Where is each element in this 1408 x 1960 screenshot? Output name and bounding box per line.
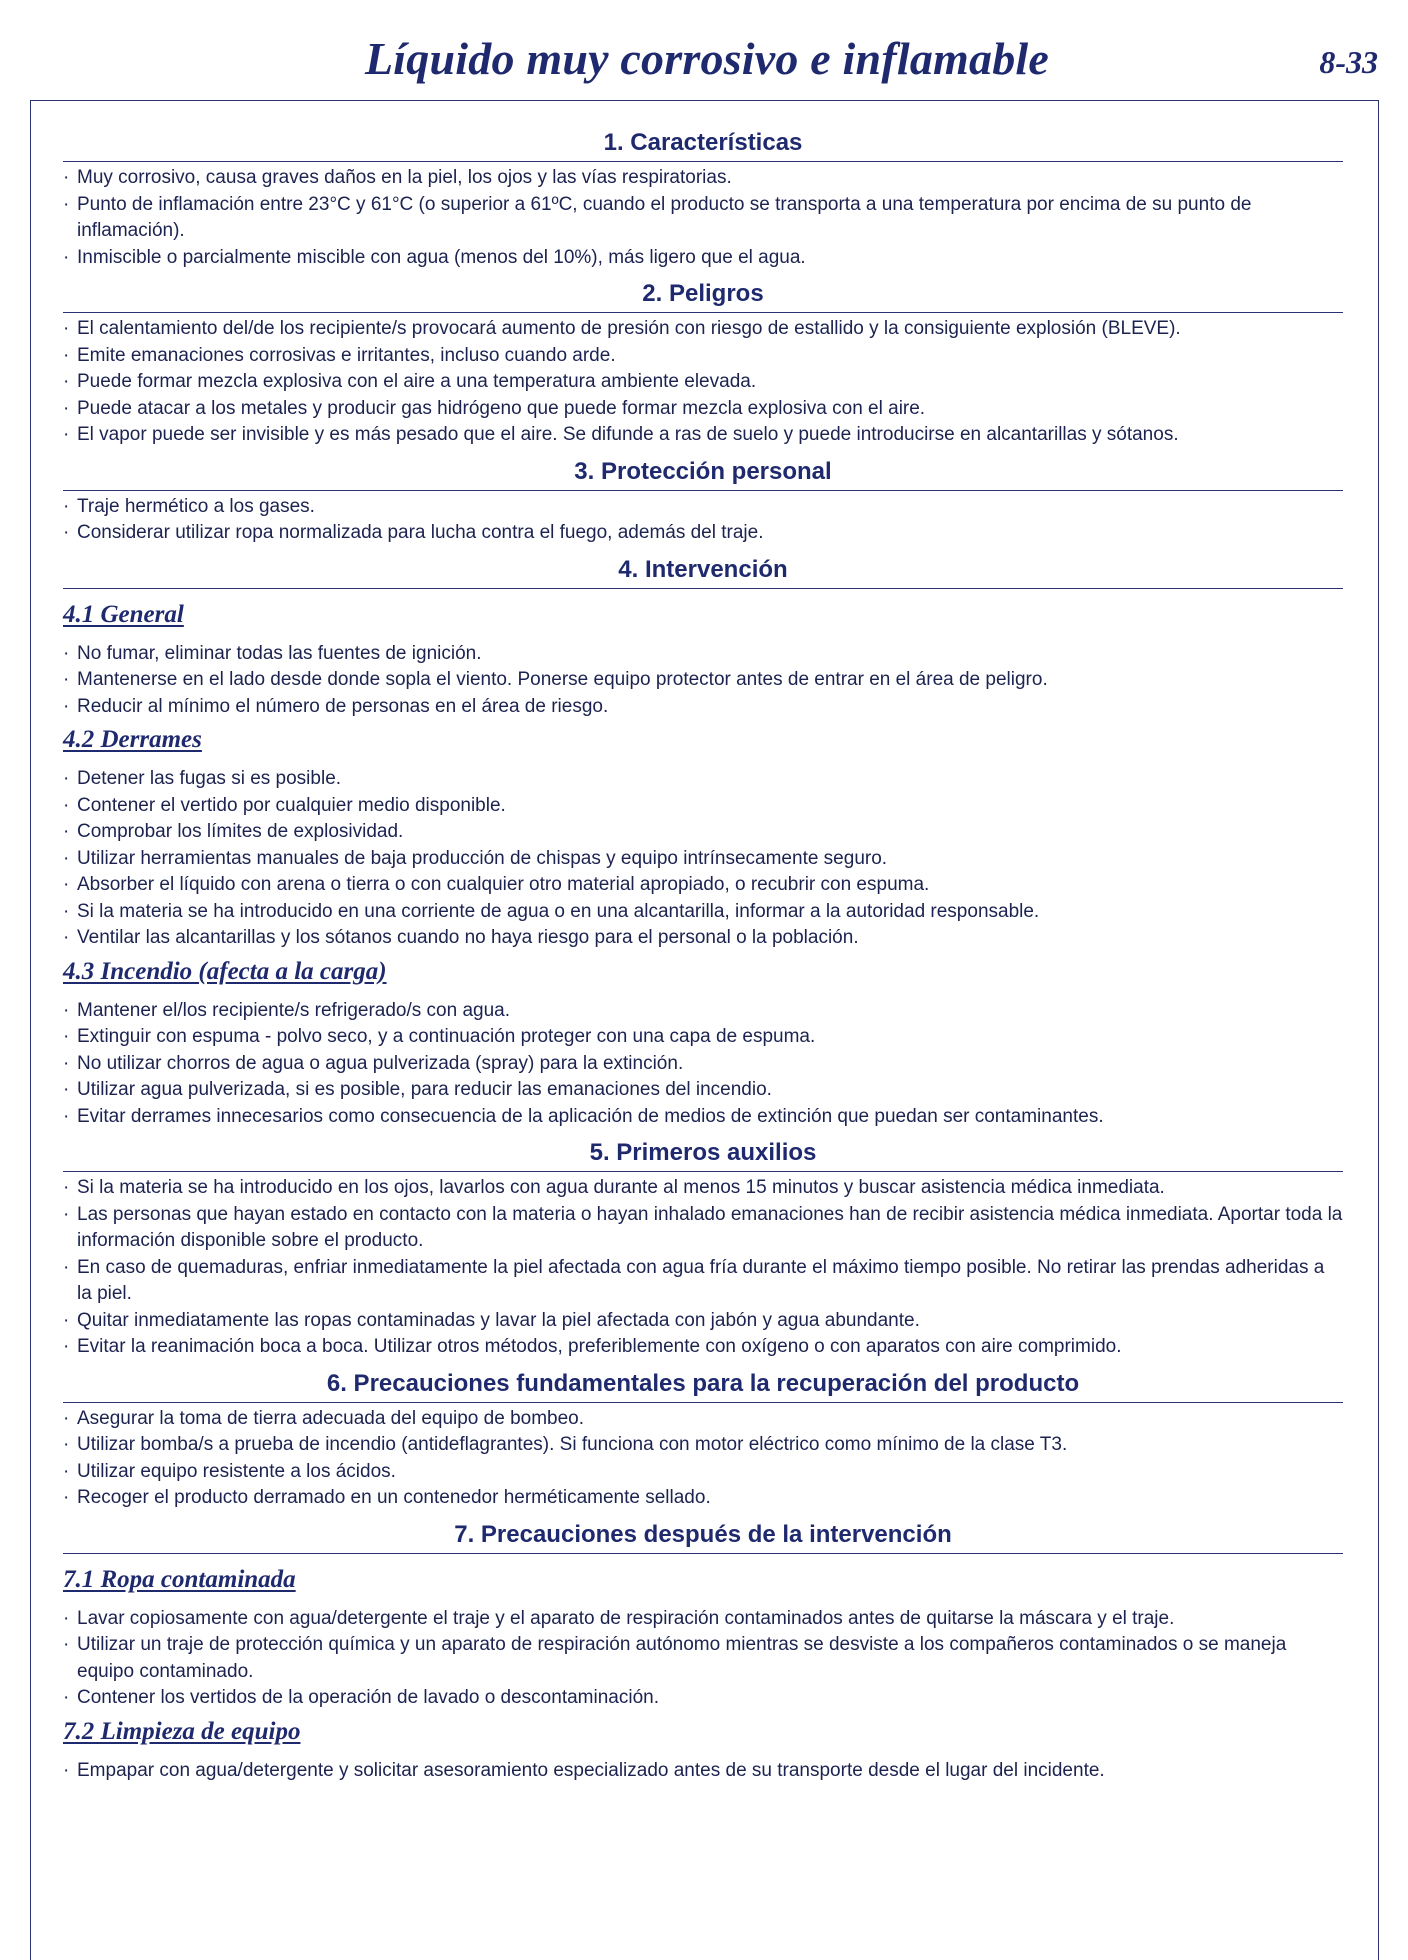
bullet-list [63,641,1343,721]
list-item-text: Traje hermético a los gases. [77,495,315,517]
list-item-text: Si la materia se ha introducido en los ojos, lavarlos con agua durante al menos 15 minutos y buscar asistencia médica inmediata. [77,1177,1165,1198]
list-item-text: Detener las fugas si es posible. [77,768,342,789]
bullet-dot: · [63,1052,70,1074]
subsection-heading: 4.3 Incendio (afecta a la carga) [63,957,387,985]
list-item [63,641,1343,668]
bullet-dot: · [63,371,70,392]
list-item [63,819,1343,846]
bullet-dot: · [63,1687,70,1708]
subsection-heading: 4.1 General [63,600,184,628]
list-item-text: Reducir al mínimo el número de personas en el área de riesgo. [77,695,609,717]
list-item-text: Mantener el/los recipiente/s refrigerado/s con agua. [77,999,511,1021]
bullet-dot: · [63,768,70,789]
bullet-dot: · [63,246,70,268]
list-item [63,1406,1343,1433]
document-body [63,128,1343,1784]
bullet-dot: · [63,1607,70,1629]
bullet-dot: · [63,847,70,869]
bullet-dot: · [63,193,70,215]
bullet-list [63,494,1343,547]
list-item-text: No fumar, eliminar todas las fuentes de ignición. [77,642,482,664]
list-item-text: Utilizar un traje de protección química y un aparato de respiración autónomo mientras se desviste a los compañeros contaminados o se maneja equipo contaminado. [77,1634,1287,1682]
list-item-text: Asegurar la toma de tierra adecuada del equipo de bombeo. [77,1407,585,1429]
list-item [63,793,1343,820]
bullet-dot: · [63,642,70,664]
list-item-text: Punto de inflamación entre 23°C y 61°C (o superior a 61ºC, cuando el producto se transporta a una temperatura por encima de su punto de inflamación). [77,193,1252,241]
section-divider [63,312,1343,313]
list-item-text: Absorber el líquido con arena o tierra o con cualquier otro material apropiado, o recubrir con espuma. [77,874,930,895]
bullet-dot: · [63,1105,70,1127]
bullet-list [63,1606,1343,1712]
list-item-text: Contener los vertidos de la operación de lavado o descontaminación. [77,1687,659,1708]
list-item-text: Utilizar equipo resistente a los ácidos. [77,1460,396,1482]
list-item [63,1175,1343,1202]
list-item-text: En caso de quemaduras, enfriar inmediatamente la piel afectada con agua fría durante el máximo tiempo posible. No retirar las prendas adheridas a la piel. [77,1256,1325,1304]
list-item [63,694,1343,721]
list-item [63,343,1343,370]
section-heading: 7. Precauciones después de la intervención [454,1520,952,1548]
list-item [63,1632,1343,1685]
list-item-text: Si la materia se ha introducido en una corriente de agua o en una alcantarilla, informar a la autoridad responsable. [77,900,1040,922]
list-item-text: El vapor puede ser invisible y es más pesado que el aire. Se difunde a ras de suelo y puede introducirse en alcantarillas y sótanos. [77,424,1179,445]
bullet-dot: · [63,999,70,1021]
section-heading: 5. Primeros auxilios [589,1139,817,1166]
page-number: 8-33 [1319,44,1378,80]
bullet-dot: · [63,874,70,895]
bullet-list [63,1175,1343,1361]
bullet-dot: · [63,1434,70,1455]
list-item [63,396,1343,423]
list-item [63,1432,1343,1459]
list-item [63,1685,1343,1712]
bullet-dot: · [63,1309,70,1331]
bullet-dot: · [63,1336,70,1357]
bullet-dot: · [63,900,70,922]
list-item-text: Utilizar bomba/s a prueba de incendio (antideflagrantes). Si funciona con motor eléctrico como mínimo de la clase T3. [77,1434,1068,1455]
list-item [63,872,1343,899]
list-item [63,192,1343,245]
list-item-text: Empapar con agua/detergente y solicitar asesoramiento especializado antes de su transporte desde el lugar del incidente. [77,1759,1105,1781]
list-item-text: Utilizar agua pulverizada, si es posible, para reducir las emanaciones del incendio. [77,1079,772,1100]
list-item-text: Evitar la reanimación boca a boca. Utilizar otros métodos, preferiblemente con oxígeno o con aparatos con aire comprimido. [77,1336,1122,1357]
list-item-text: Emite emanaciones corrosivas e irritantes, incluso cuando arde. [77,344,616,366]
bullet-dot: · [63,522,70,543]
page-header [0,0,1408,104]
bullet-list [63,165,1343,271]
bullet-dot: · [63,794,70,816]
bullet-dot: · [63,669,70,690]
list-item-text: Contener el vertido por cualquier medio disponible. [77,794,506,816]
bullet-dot: · [63,167,70,188]
list-item [63,1024,1343,1051]
bullet-dot: · [63,927,70,948]
list-item [63,1202,1343,1255]
section-divider [63,161,1343,162]
subsection-heading: 4.2 Derrames [63,726,202,753]
bullet-dot: · [63,1460,70,1482]
list-item [63,165,1343,192]
page-title: Líquido muy corrosivo e inflamable [365,33,1049,84]
section-divider [63,1402,1343,1403]
list-item-text: Utilizar herramientas manuales de baja producción de chispas y equipo intrínsecamente seguro. [77,847,888,869]
list-item [63,369,1343,396]
bullet-dot: · [63,424,70,445]
list-item [63,925,1343,952]
section-heading: 6. Precauciones fundamentales para la recuperación del producto [326,1369,1080,1397]
bullet-list [63,766,1343,952]
bullet-dot: · [63,318,70,339]
section-divider [63,1553,1343,1554]
bullet-dot: · [63,397,70,419]
list-item-text: Ventilar las alcantarillas y los sótanos cuando no haya riesgo para el personal o la población. [77,927,859,948]
section-divider [63,490,1343,491]
list-item [63,667,1343,694]
list-item-text: El calentamiento del/de los recipiente/s provocará aumento de presión con riesgo de estallido y la consiguiente explosión (BLEVE). [77,318,1181,339]
bullet-dot: · [63,1177,70,1198]
list-item-text: Evitar derrames innecesarios como consecuencia de la aplicación de medios de extinción que puedan ser contaminantes. [77,1105,1104,1127]
bullet-list [63,316,1343,449]
bullet-dot: · [63,695,70,717]
list-item-text: Muy corrosivo, causa graves daños en la piel, los ojos y las vías respiratorias. [77,167,732,188]
subsection-heading: 7.1 Ropa contaminada [63,1565,296,1593]
list-item-text: Puede formar mezcla explosiva con el aire a una temperatura ambiente elevada. [77,371,757,392]
list-item-text: Las personas que hayan estado en contacto con la materia o hayan inhalado emanaciones han de recibir asistencia médica inmediata. Aportar toda la información disponible sobre el producto. [77,1203,1343,1251]
list-item [63,766,1343,793]
list-item-text: Inmiscible o parcialmente miscible con agua (menos del 10%), más ligero que el agua. [77,246,806,268]
bullet-list [63,998,1343,1131]
list-item-text: Mantenerse en el lado desde donde sopla el viento. Ponerse equipo protector antes de entrar en el área de peligro. [77,669,1048,690]
list-item [63,520,1343,547]
list-item [63,1606,1343,1633]
list-item [63,1308,1343,1335]
bullet-dot: · [63,1026,70,1047]
bullet-dot: · [63,344,70,366]
bullet-dot: · [63,821,70,842]
bullet-dot: · [63,1079,70,1100]
list-item-text: Comprobar los límites de explosividad. [77,821,404,842]
list-item [63,1459,1343,1486]
bullet-list [63,1406,1343,1512]
bullet-dot: · [63,1634,70,1655]
list-item [63,1485,1343,1512]
list-item [63,1104,1343,1131]
section-heading: 3. Protección personal [574,457,832,485]
list-item [63,998,1343,1025]
list-item [63,1255,1343,1308]
list-item-text: Lavar copiosamente con agua/detergente el traje y el aparato de respiración contaminados antes de quitarse la máscara y el traje. [77,1607,1175,1629]
list-item-text: Quitar inmediatamente las ropas contaminadas y lavar la piel afectada con jabón y agua abundante. [77,1309,920,1331]
list-item-text: No utilizar chorros de agua o agua pulverizada (spray) para la extinción. [77,1052,684,1074]
list-item-text: Extinguir con espuma - polvo seco, y a continuación proteger con una capa de espuma. [77,1026,816,1047]
list-item [63,1334,1343,1361]
section-divider [63,1171,1343,1172]
list-item [63,1077,1343,1104]
bullet-dot: · [63,1759,70,1781]
bullet-dot: · [63,1407,70,1429]
subsection-heading: 7.2 Limpieza de equipo [63,1717,301,1745]
bullet-dot: · [63,1256,70,1278]
bullet-dot: · [63,1203,70,1225]
bullet-list [63,1758,1343,1785]
list-item-text: Puede atacar a los metales y producir gas hidrógeno que puede formar mezcla explosiva con el aire. [77,397,926,419]
list-item [63,245,1343,272]
list-item [63,1758,1343,1785]
section-heading: 2. Peligros [642,280,764,307]
list-item-text: Recoger el producto derramado en un contenedor herméticamente sellado. [77,1487,711,1508]
list-item-text: Considerar utilizar ropa normalizada para lucha contra el fuego, además del traje. [77,522,764,543]
list-item [63,846,1343,873]
list-item [63,1051,1343,1078]
section-heading: 4. Intervención [618,555,788,583]
list-item [63,316,1343,343]
bullet-dot: · [63,495,70,517]
list-item [63,422,1343,449]
section-divider [63,588,1343,589]
section-heading: 1. Características [603,129,803,156]
list-item [63,494,1343,521]
bullet-dot: · [63,1487,70,1508]
list-item [63,899,1343,926]
